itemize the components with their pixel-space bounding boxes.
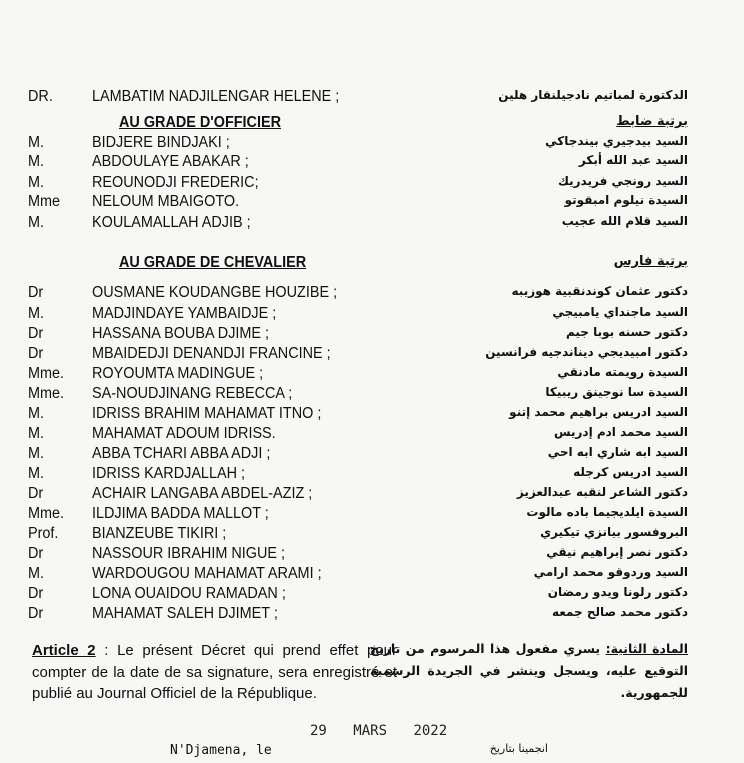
- list-item: [0, 284, 744, 306]
- honoree-name-ar: الدكتورة لمباتيم نادجيلنقار هلين: [498, 88, 688, 102]
- article-2-fr: [32, 640, 397, 705]
- honoree-title: Dr: [28, 325, 44, 342]
- honoree-title: Dr: [28, 485, 44, 502]
- list-item: [0, 305, 744, 327]
- honoree-title: Mme: [28, 193, 61, 210]
- honoree-name: NELOUM MBAIGOTO.: [92, 193, 240, 210]
- honoree-name: ABDOULAYE ABAKAR ;: [92, 153, 249, 170]
- honoree-title: Dr: [28, 284, 44, 301]
- honoree-name: IDRISS BRAHIM MAHAMAT ITNO ;: [92, 405, 322, 422]
- list-item: [0, 405, 744, 427]
- chevalier-heading-row: [0, 254, 744, 276]
- honoree-title: Mme.: [28, 365, 65, 382]
- honoree-name: ILDJIMA BADDA MALLOT ;: [92, 505, 269, 522]
- list-item: [0, 325, 744, 347]
- honoree-name-ar: السيد ادريس براهيم محمد إتنو: [509, 405, 688, 419]
- list-item: [0, 485, 744, 507]
- list-item: [0, 525, 744, 547]
- list-item: [0, 214, 744, 236]
- honoree-name-ar: السيدة ايلديجيما باده مالوت: [526, 505, 688, 519]
- honoree-title: M.: [28, 153, 45, 170]
- honoree-name: LAMBATIM NADJILENGAR HELENE ;: [92, 88, 340, 105]
- honoree-title: Dr: [28, 605, 44, 622]
- article-label-ar: المادة الثانية:: [605, 641, 689, 656]
- list-item: [0, 585, 744, 607]
- honoree-name: IDRISS KARDJALLAH ;: [92, 465, 246, 482]
- signature-date: [310, 723, 465, 739]
- honoree-title: M.: [28, 174, 45, 191]
- honoree-name: BIANZEUBE TIKIRI ;: [92, 525, 227, 542]
- honoree-name: ROYOUMTA MADINGUE ;: [92, 365, 264, 382]
- list-item: [0, 465, 744, 487]
- grade-chevalier-heading-ar: برتبة فارس: [613, 254, 688, 269]
- honoree-title: Dr: [28, 585, 44, 602]
- grade-officier-heading: AU GRADE D'OFFICIER: [119, 114, 281, 131]
- list-item: [0, 505, 744, 527]
- grade-chevalier-heading: AU GRADE DE CHEVALIER: [119, 254, 307, 271]
- list-item: [0, 545, 744, 567]
- honoree-name-ar: السيد ادريس كرجله: [573, 465, 688, 479]
- honoree-title: M.: [28, 305, 45, 322]
- honoree-name: MAHAMAT SALEH DJIMET ;: [92, 605, 278, 622]
- honoree-name: NASSOUR IBRAHIM NIGUE ;: [92, 545, 286, 562]
- article-2-ar: [370, 638, 688, 704]
- list-item: [0, 365, 744, 387]
- list-item: [0, 193, 744, 215]
- honoree-title: M.: [28, 445, 45, 462]
- list-item: [0, 425, 744, 447]
- honoree-name: MADJINDAYE YAMBAIDJE ;: [92, 305, 277, 322]
- honoree-name-ar: السيدة نيلوم امبقوتو: [564, 193, 688, 207]
- honoree-name-ar: دكتور محمد صالح جمعه: [551, 605, 688, 619]
- lead-row: [0, 88, 744, 110]
- article-label: Article 2: [32, 642, 96, 659]
- honoree-title: DR.: [28, 88, 53, 105]
- honoree-name-ar: السيد قلام الله عجيب: [561, 214, 688, 228]
- honoree-name-ar: السيد وردوقو محمد ارامي: [533, 565, 688, 579]
- honoree-name: LONA OUAIDOU RAMADAN ;: [92, 585, 286, 602]
- honoree-name-ar: السيدة رويمته مادنقي: [557, 365, 688, 379]
- grade-officier-heading-ar: برتبة ضابط: [616, 114, 688, 129]
- honoree-name: REOUNODJI FREDERIC;: [92, 174, 259, 191]
- honoree-title: Mme.: [28, 505, 65, 522]
- honoree-name: ACHAIR LANGABA ABDEL-AZIZ ;: [92, 485, 313, 502]
- honoree-name-ar: دكتور رلونا ويدو رمضان: [547, 585, 688, 599]
- list-item: [0, 385, 744, 407]
- list-item: [0, 565, 744, 587]
- place-label-ar: انجمينا بتاريخ: [489, 742, 548, 755]
- list-item: [0, 345, 744, 367]
- honoree-name-ar: دكتور الشاعر لنقبه عبدالعزيز: [516, 485, 688, 499]
- date-day: 29: [310, 723, 327, 739]
- honoree-name-ar: السيد محمد ادم إدريس: [554, 425, 688, 439]
- honoree-title: M.: [28, 405, 45, 422]
- honoree-name: BIDJERE BINDJAKI ;: [92, 134, 230, 151]
- honoree-name: KOULAMALLAH ADJIB ;: [92, 214, 251, 231]
- honoree-name: HASSANA BOUBA DJIME ;: [92, 325, 270, 342]
- honoree-name: MBAIDEDJI DENANDJI FRANCINE ;: [92, 345, 331, 362]
- list-item: [0, 605, 744, 627]
- honoree-title: Prof.: [28, 525, 59, 542]
- article-text-ar: يسري مفعول هذا المرسوم من تاريخ التوقيع عليه، ويسجل وينشر في الجريدة الرسمية للجمهورية.: [370, 641, 688, 700]
- honoree-name: SA-NOUDJINANG REBECCA ;: [92, 385, 293, 402]
- honoree-title: M.: [28, 134, 45, 151]
- honoree-name-ar: السيد ابه شاري ابه احي: [547, 445, 688, 459]
- date-month: MARS: [353, 723, 388, 739]
- honoree-name-ar: السيدة سا نوجينق ريبيكا: [545, 385, 688, 399]
- honoree-name-ar: السيد بيدجيري بيندجاكي: [545, 134, 688, 148]
- officier-heading-row: [0, 114, 744, 136]
- honoree-name: OUSMANE KOUDANGBE HOUZIBE ;: [92, 284, 338, 301]
- honoree-name: ABBA TCHARI ABBA ADJI ;: [92, 445, 271, 462]
- honoree-name-ar: السيد عبد الله أبكر: [578, 153, 688, 167]
- honoree-name: WARDOUGOU MAHAMAT ARAMI ;: [92, 565, 322, 582]
- honoree-title: Mme.: [28, 385, 65, 402]
- honoree-title: M.: [28, 465, 45, 482]
- list-item: [0, 153, 744, 175]
- article-text: : Le présent Décret qui prend effet pour compter de la date de sa signature, sera enregistré et publié au Journal Officiel de la République.: [32, 642, 397, 702]
- date-year: 2022: [413, 723, 448, 739]
- honoree-title: M.: [28, 425, 45, 442]
- honoree-name-ar: دكتور حسنه بوبا جيم: [565, 325, 688, 339]
- list-item: [0, 445, 744, 467]
- honoree-name: MAHAMAT ADOUM IDRISS.: [92, 425, 276, 442]
- honoree-name-ar: السيد ماجنداي يامبيجي: [552, 305, 688, 319]
- honoree-title: M.: [28, 565, 45, 582]
- honoree-name-ar: دكتور امبيديجي ديناندجيه فرانسين: [485, 345, 688, 359]
- honoree-title: Dr: [28, 545, 44, 562]
- place-label: N'Djamena, le: [170, 743, 272, 758]
- honoree-name-ar: دكتور عثمان كوندنقبية هوزيبه: [511, 284, 688, 298]
- honoree-name-ar: البروفسور بيانزي تيكيري: [540, 525, 688, 539]
- honoree-title: M.: [28, 214, 45, 231]
- honoree-name-ar: السيد رونجي فريدريك: [557, 174, 688, 188]
- honoree-name-ar: دكتور نصر إبراهيم نيقي: [546, 545, 688, 559]
- honoree-title: Dr: [28, 345, 44, 362]
